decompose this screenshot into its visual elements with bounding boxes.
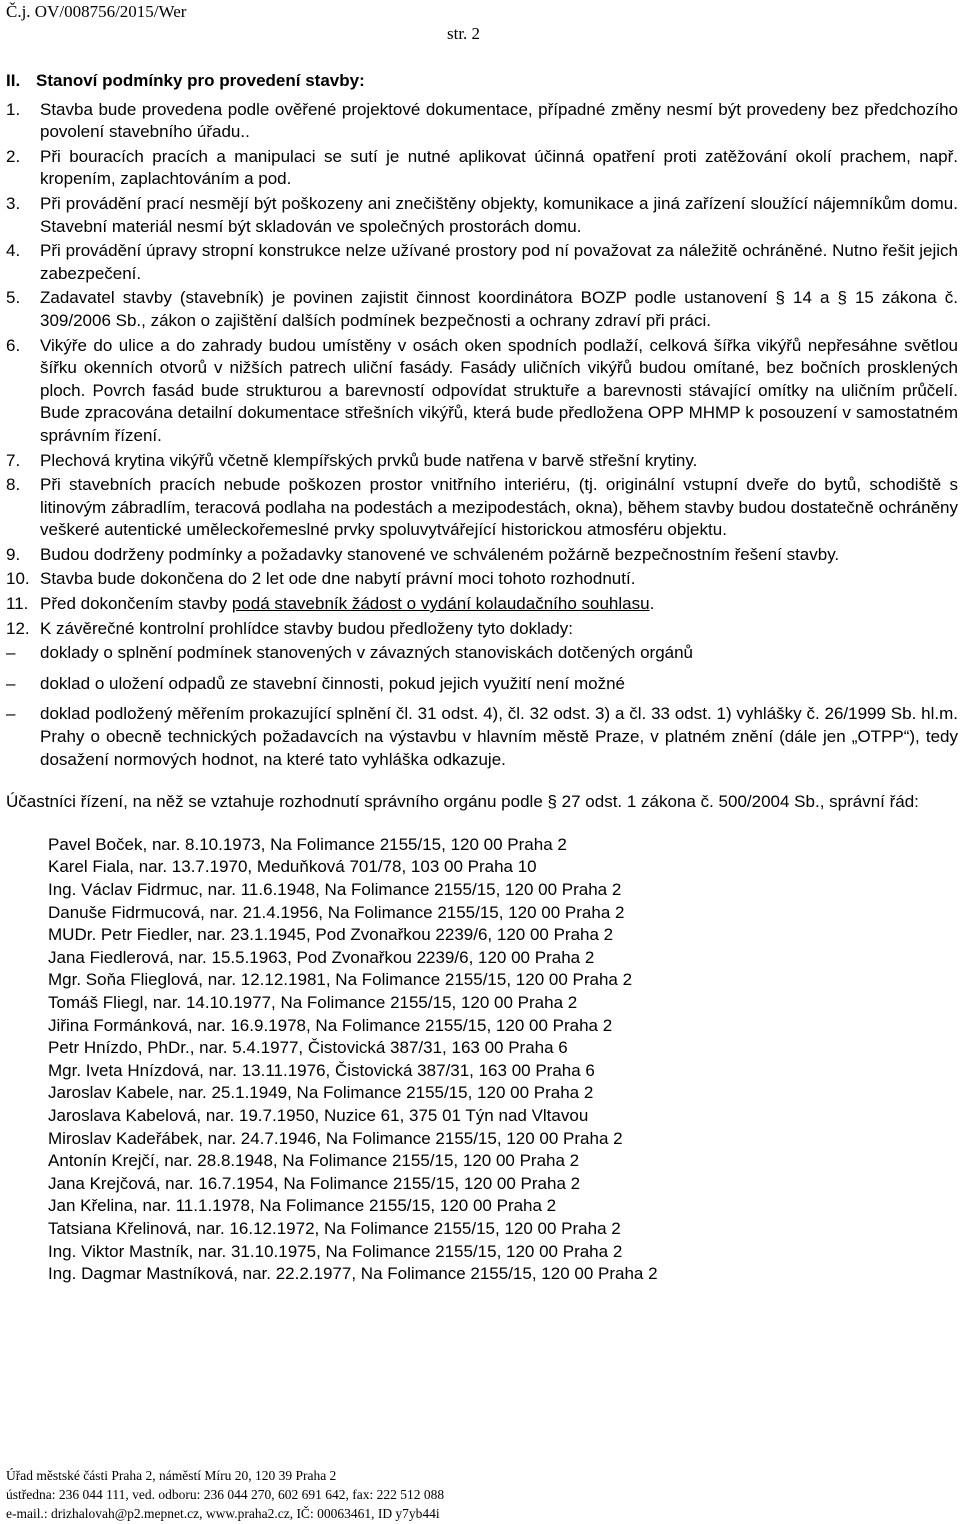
condition-number: 12. — [6, 618, 30, 638]
condition-number: 6. — [6, 335, 21, 355]
participant: Jiřina Formánková, nar. 16.9.1978, Na Folimance 2155/15, 120 00 Praha 2 — [48, 1015, 613, 1035]
footer-address: Úřad městské části Praha 2, náměstí Míru 20, 120 39 Praha 2 — [6, 1468, 337, 1483]
dash-bullet: – — [6, 673, 16, 693]
condition-number: 10. — [6, 569, 30, 589]
condition-text-prefix: Před dokončením stavby — [40, 594, 232, 614]
condition-text: Při provádění prací nesmějí být poškozeny ani znečištěny objekty, komunikace a jiná zařízení sloužící nájemníkům domu. Stavební materiál nesmí být skladován ve společných prostorách domu. — [40, 193, 958, 236]
condition-text: Při bouracích pracích a manipulaci se sutí je nutné aplikovat účinná opatření proti zatěžování okolí prachem, např. kropením, zaplachtováním a pod. — [40, 146, 958, 189]
condition-number: 4. — [6, 241, 21, 261]
condition-number: 2. — [6, 146, 21, 166]
condition-text: Vikýře do ulice a do zahrady budou umístěny v osách oken spodních podlaží, celková šířka vikýřů nepřesáhne světlou šířku okenních otvorů v nižších patrech uliční fasády. Fasády uličních vikýřů budou omítané, bez bočních prosklených ploch. Povrch fasád bude strukturou a barevností odpovídat struktuře a barevnosti stávající omítky na uličním průčelí. Bude zpracována detailní dokumentace střešních vikýřů, která bude předložena OPP MHMP k posouzení v samostatném správním řízení. — [40, 335, 958, 445]
section-title: Stanoví podmínky pro provedení stavby: — [36, 71, 365, 90]
participant: Miroslav Kadeřábek, nar. 24.7.1946, Na Folimance 2155/15, 120 00 Praha 2 — [48, 1128, 623, 1148]
condition-item — [6, 146, 958, 191]
participant: Ing. Viktor Mastník, nar. 31.10.1975, Na Folimance 2155/15, 120 00 Praha 2 — [48, 1241, 623, 1261]
page-number: str. 2 — [447, 24, 481, 43]
condition-text-suffix: . — [649, 594, 655, 614]
section-heading — [6, 70, 958, 93]
condition-text — [40, 593, 958, 616]
participant: MUDr. Petr Fiedler, nar. 23.1.1945, Pod Zvonařkou 2239/6, 120 00 Praha 2 — [48, 925, 614, 945]
condition-number: 9. — [6, 544, 21, 564]
condition-item — [6, 450, 958, 473]
condition-text: Při stavebních pracích nebude poškozen prostor vnitřního interiéru, (tj. originální vstupní dveře do bytů, schodiště s litinovým zábradlím, teracová podlaha na podestách a mezipodestách, okna), během stavby budou dostatečně ochráněny veškeré autentické uměleckořemeslné prvky spoluvytvářející historickou atmosféru objektu. — [40, 475, 958, 540]
document-text: doklady o splnění podmínek stanovených v závazných stanoviskách dotčených orgánů — [40, 643, 694, 663]
document-body — [6, 70, 958, 1286]
participants-list — [48, 834, 958, 1286]
participant: Jaroslav Kabele, nar. 25.1.1949, Na Folimance 2155/15, 120 00 Praha 2 — [48, 1083, 594, 1103]
condition-text: K závěrečné kontrolní prohlídce stavby budou předloženy tyto doklady: — [40, 618, 573, 638]
condition-item — [6, 240, 958, 285]
participant: Ing. Dagmar Mastníková, nar. 22.2.1977, Na Folimance 2155/15, 120 00 Praha 2 — [48, 1264, 658, 1284]
condition-number: 7. — [6, 450, 21, 470]
section-number: II. — [6, 71, 21, 90]
dash-bullet: – — [6, 704, 16, 724]
participant: Ing. Václav Fidrmuc, nar. 11.6.1948, Na Folimance 2155/15, 120 00 Praha 2 — [48, 880, 622, 899]
condition-item-occupancy — [6, 593, 958, 616]
participant: Jana Fiedlerová, nar. 15.5.1963, Pod Zvonařkou 2239/6, 120 00 Praha 2 — [48, 947, 595, 967]
condition-item — [6, 335, 958, 448]
condition-item — [6, 544, 958, 567]
participant: Jan Křelina, nar. 11.1.1978, Na Folimance 2155/15, 120 00 Praha 2 — [48, 1196, 557, 1216]
condition-number: 1. — [6, 99, 21, 119]
condition-text: Stavba bude dokončena do 2 let ode dne nabytí právní moci tohoto rozhodnutí. — [40, 569, 636, 589]
dash-bullet: – — [6, 643, 16, 663]
condition-item-inspection — [6, 618, 958, 641]
condition-text: Při provádění úpravy stropní konstrukce nelze užívané prostory pod ní považovat za náležitě ochráněné. Nutno řešit jejich zabezpečení. — [40, 241, 958, 283]
condition-item — [6, 99, 958, 144]
participants-intro: Účastníci řízení, na něž se vztahuje rozhodnutí správního orgánu podle § 27 odst. 1 zákona č. 500/2004 Sb., správní řád: — [6, 792, 919, 812]
document-text: doklad o uložení odpadů ze stavební činnosti, pokud jejich využití není možné — [40, 673, 625, 693]
document-text: doklad podložený měřením prokazující splnění čl. 31 odst. 4), čl. 32 odst. 3) a čl. 33 odst. 1) vyhlášky č. 26/1999 Sb. hl.m. Prahy o obecně technických požadavcích na výstavbu v hlavním městě Praze, v platném znění (dále jen „OTPP“), tedy dosažení normových hodnot, na které tato vyhláška odkazuje. — [40, 704, 958, 769]
condition-text: Plechová krytina vikýřů včetně klempířských prvků bude natřena v barvě střešní krytiny. — [40, 450, 698, 470]
condition-item — [6, 474, 958, 542]
condition-number: 3. — [6, 193, 21, 213]
condition-number: 5. — [6, 288, 21, 308]
condition-text: Budou dodrženy podmínky a požadavky stanovené ve schváleném požárně bezpečnostním řešení stavby. — [40, 544, 840, 564]
participant: Petr Hnízdo, PhDr., nar. 5.4.1977, Čistovická 387/31, 163 00 Praha 6 — [48, 1038, 568, 1058]
participant: Tomáš Fliegl, nar. 14.10.1977, Na Folimance 2155/15, 120 00 Praha 2 — [48, 992, 578, 1012]
condition-item — [6, 193, 958, 238]
participant: Mgr. Soňa Flieglová, nar. 12.12.1981, Na Folimance 2155/15, 120 00 Praha 2 — [48, 970, 633, 990]
document-list-item — [6, 703, 958, 771]
participant: Mgr. Iveta Hnízdová, nar. 13.11.1976, Čistovická 387/31, 163 00 Praha 6 — [48, 1060, 595, 1080]
footer-phones: ústředna: 236 044 111, ved. odboru: 236 044 270, 602 691 642, fax: 222 512 088 — [6, 1487, 445, 1502]
reference-number: Č.j. OV/008756/2015/Wer — [6, 2, 187, 21]
participant: Antonín Krejčí, nar. 28.8.1948, Na Folimance 2155/15, 120 00 Praha 2 — [48, 1151, 580, 1171]
condition-item — [6, 287, 958, 332]
underlined-requirement: podá stavebník žádost o vydání kolaudačního souhlasu — [231, 594, 650, 614]
participant: Danuše Fidrmucová, nar. 21.4.1956, Na Folimance 2155/15, 120 00 Praha 2 — [48, 902, 625, 922]
participant: Tatsiana Křelinová, nar. 16.12.1972, Na Folimance 2155/15, 120 00 Praha 2 — [48, 1218, 621, 1238]
condition-number: 8. — [6, 475, 21, 495]
participant: Karel Fiala, nar. 13.7.1970, Meduňková 701/78, 103 00 Praha 10 — [48, 857, 537, 877]
footer-contacts: e-mail.: drizhalovah@p2.mepnet.cz, www.praha2.cz, IČ: 00063461, ID y7yb44i — [6, 1506, 440, 1521]
document-list-item — [6, 642, 958, 665]
participant: Jaroslava Kabelová, nar. 19.7.1950, Nuzice 61, 375 01 Týn nad Vltavou — [48, 1105, 589, 1125]
participant: Jana Krejčová, nar. 16.7.1954, Na Folimance 2155/15, 120 00 Praha 2 — [48, 1173, 581, 1193]
condition-text: Stavba bude provedena podle ověřené projektové dokumentace, případné změny nesmí být provedeny bez předchozího povolení stavebního úřadu.. — [40, 99, 958, 142]
participant: Pavel Boček, nar. 8.10.1973, Na Folimance 2155/15, 120 00 Praha 2 — [48, 834, 567, 854]
condition-number: 11. — [6, 594, 29, 614]
document-list-item — [6, 673, 958, 696]
office-footer — [6, 1466, 444, 1523]
condition-item — [6, 568, 958, 591]
condition-text: Zadavatel stavby (stavebník) je povinen zajistit činnost koordinátora BOZP podle ustanovení § 14 a § 15 zákona č. 309/2006 Sb., zákon o zajištění dalších podmínek bezpečnosti a ochrany zdraví při práci. — [40, 288, 958, 330]
